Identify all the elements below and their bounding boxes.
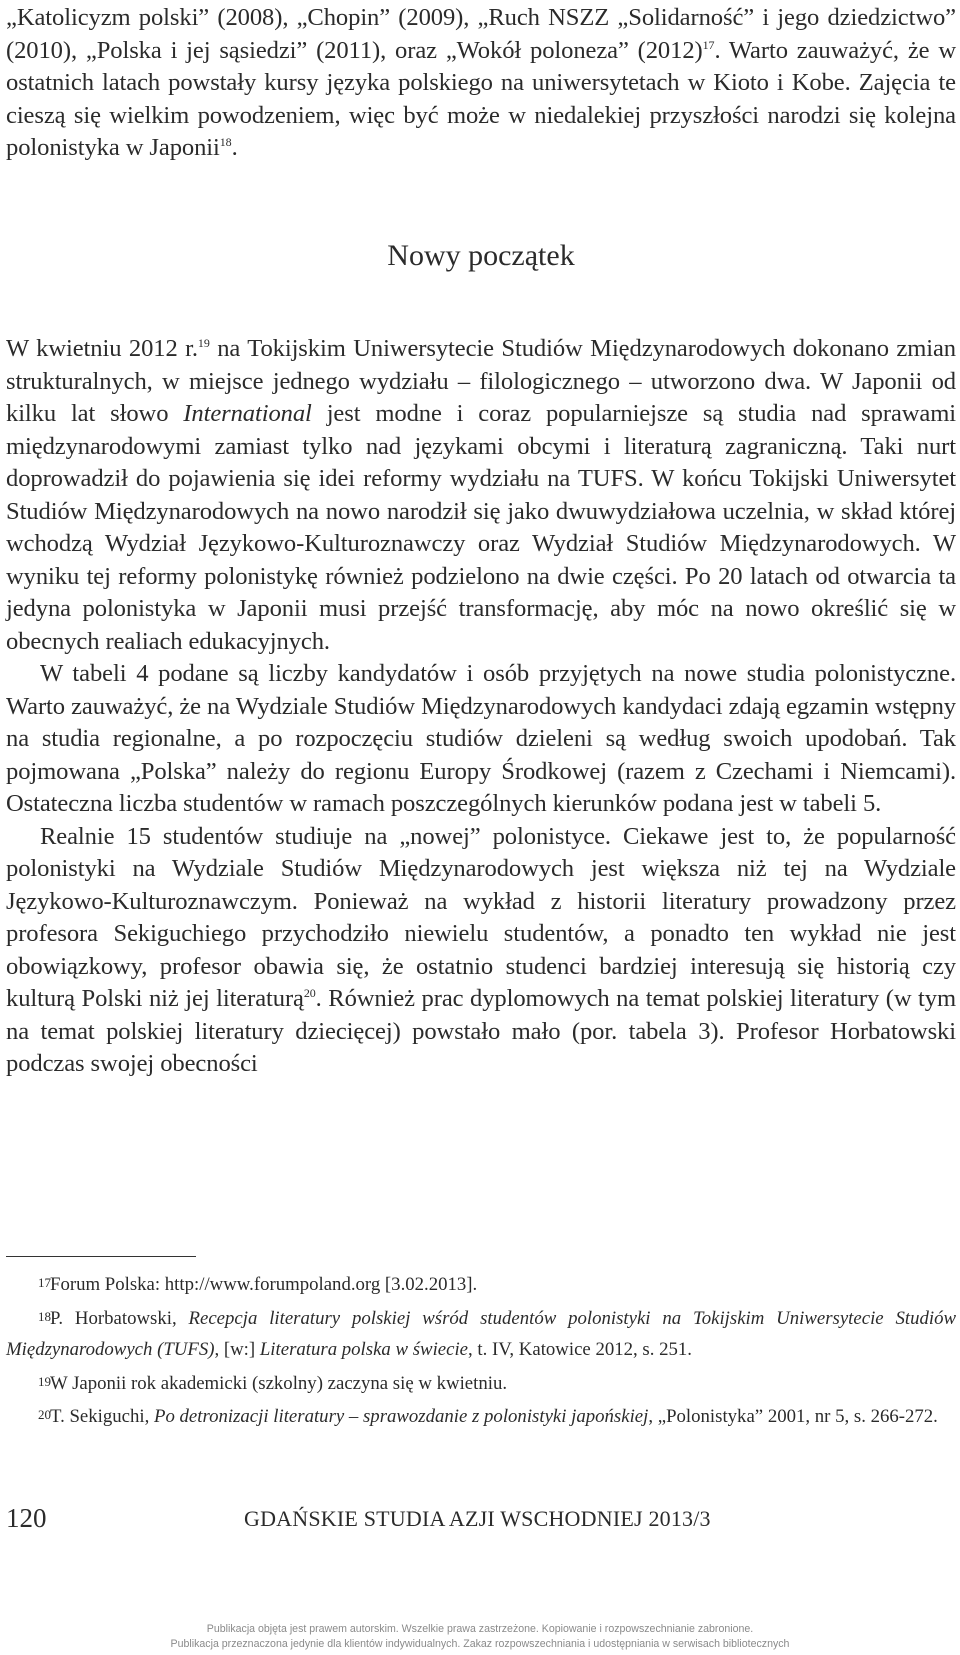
italic-term: International: [183, 400, 312, 427]
paragraph-3-text-a: Realnie 15 studentów studiuje na „nowej” polonistyce. Ciekawe jest to, że popularność polonistyki na Wydziale Studiów Międzynarodowych jest większa niż tej na Wydziale Językowo-Kulturoznawczym. Ponieważ na wykład z historii literatury prowadzony przez profesora Sekiguchiego przychodziło niewielu studentów, a ponadto ten wykład nie jest obowiązkowy, profesor obawia się, że ostatnio studenci bardziej interesują się historią czy kulturą Polski niż jej literaturą: [6, 822, 956, 1012]
intro-text: „Katolicyzm polski” (2008), „Chopin” (2009), „Ruch NSZZ „Solidarność” i jego dziedzictwo” (2010), „Polska i jej sąsiedzi” (2011), oraz „Wokół poloneza” (2012): [6, 4, 956, 64]
footnote-divider: [6, 1256, 196, 1257]
footnote-text: W Japonii rok akademicki (szkolny) zaczyna się w kwietniu.: [50, 1372, 508, 1394]
footnote-italic-title: Recepcja literatury polskiej wśród studentów polonistyki na Tokijskim Uniwersytecie Studiów Międzynarodowych (TUFS): [6, 1307, 957, 1360]
paragraph-3: [6, 821, 956, 1081]
section-body: [6, 333, 956, 1081]
footnote-text: , „Polonistyka” 2001, nr 5, s. 266-272.: [648, 1406, 938, 1427]
footnote-number: 19: [38, 1373, 51, 1389]
footnote-italic-title: Literatura polska w świecie: [259, 1339, 469, 1360]
footnote-text: , t. IV, Katowice 2012, s. 251.: [468, 1339, 692, 1360]
footnote-number: 20: [38, 1407, 51, 1422]
footnote-ref-18[interactable]: 18: [219, 134, 232, 149]
footnote-17: [6, 1267, 956, 1301]
paragraph-2: W tabeli 4 podane są liczby kandydatów i osób przyjętych na nowe studia polonistyczne. Warto zauważyć, że na Wydziale Studiów Międzynarodowych kandydaci zdają egzamin wstępny na studia regionalne, a po rozpoczęciu studiów dzieleni są według swoich upodobań. Tak pojmowana „Polska” należy do regionu Europy Środkowej (razem z Czechami i Niemcami). Ostateczna liczba studentów w ramach poszczególnych kierunków podana jest w tabeli 5.: [6, 660, 956, 817]
footnote-ref-17[interactable]: 17: [702, 37, 715, 52]
intro-text-2: . Warto zauważyć, że w ostatnich latach powstały kursy języka polskiego na uniwersytetach w Kioto i Kobe. Zajęcia te cieszą się wielkim powodzeniem, więc być może w niedalekiej przyszłości narodzi się kolejna polonistyka w Japonii: [6, 36, 956, 161]
journal-title: GDAŃSKIE STUDIA AZJI WSCHODNIEJ 2013/3: [244, 1506, 711, 1531]
footnote-19: [6, 1366, 956, 1400]
footnote-number: 17: [38, 1275, 51, 1290]
footnote-number: 18: [38, 1308, 51, 1324]
copyright-line-2: Publikacja przeznaczona jedynie dla klientów indywidualnych. Zakaz rozpowszechniania i udostępniania w serwisach bibliotecznych: [170, 1638, 790, 1650]
paragraph-1-text-b: na Tokijskim Uniwersytecie Studiów Międzynarodowych dokonano zmian strukturalnych, w miejsce jednego wydziału – filologicznego – utworzono dwa. W Japonii od kilku lat słowo: [6, 335, 956, 427]
footnote-20: [6, 1399, 956, 1433]
footnote-18: [6, 1301, 956, 1366]
footnotes: [6, 1267, 956, 1433]
page-number: 120: [6, 1503, 47, 1533]
intro-end: .: [231, 134, 238, 161]
footnote-text: T. Sekiguchi,: [50, 1406, 154, 1427]
paragraph-1-text-c: jest modne i coraz popularniejsze są studia nad sprawami międzynarodowymi zamiast tylko nad językami obcymi i literaturą zagraniczną. Taki nurt doprowadził do pojawienia się idei reformy wydziału na TUFS. W końcu Tokijski Uniwersytet Studiów Międzynarodowych na nowo narodził się jako dwuwydziałowa uczelnia, w skład której wchodzą Wydział Językowo-Kulturoznawczy oraz Wydział Studiów Międzynarodowych. W wyniku tej reformy polonistykę również podzielono na dwie części. Po 20 latach od otwarcia ta jedyna polonistyka w Japonii musi przejść transformację, aby móc na nowo określić się w obecnych realiach edukacyjnych.: [6, 400, 956, 655]
paragraph-1: [6, 333, 956, 658]
intro-paragraph: [6, 2, 956, 165]
footnote-text: , [w:]: [214, 1339, 260, 1360]
section-heading: Nowy początek: [387, 239, 575, 272]
footnote-text: Forum Polska: http://www.forumpoland.org [3.02.2013].: [50, 1274, 478, 1295]
copyright-notice: [0, 1622, 960, 1652]
page-footer: [6, 1500, 956, 1540]
copyright-line-1: Publikacja objęta jest prawem autorskim. Wszelkie prawa zastrzeżone. Kopiowanie i rozpowszechnianie zabronione.: [206, 1623, 754, 1635]
paragraph-1-text-a: W kwietniu 2012 r.: [6, 335, 198, 362]
footnote-text: P. Horbatowski,: [50, 1307, 189, 1329]
footnote-ref-19[interactable]: 19: [197, 335, 210, 350]
footnote-ref-20[interactable]: 20: [303, 985, 316, 1000]
footnote-italic-title: Po detronizacji literatury – sprawozdanie z polonistyki japońskiej: [153, 1406, 649, 1427]
paragraph-3-text-b: . Również prac dyplomowych na temat polskiej literatury (w tym na temat polskiej literatury dziecięcej) powstało mało (por. tabela 3). Profesor Horbatowski podczas swojej obecności: [6, 985, 956, 1077]
